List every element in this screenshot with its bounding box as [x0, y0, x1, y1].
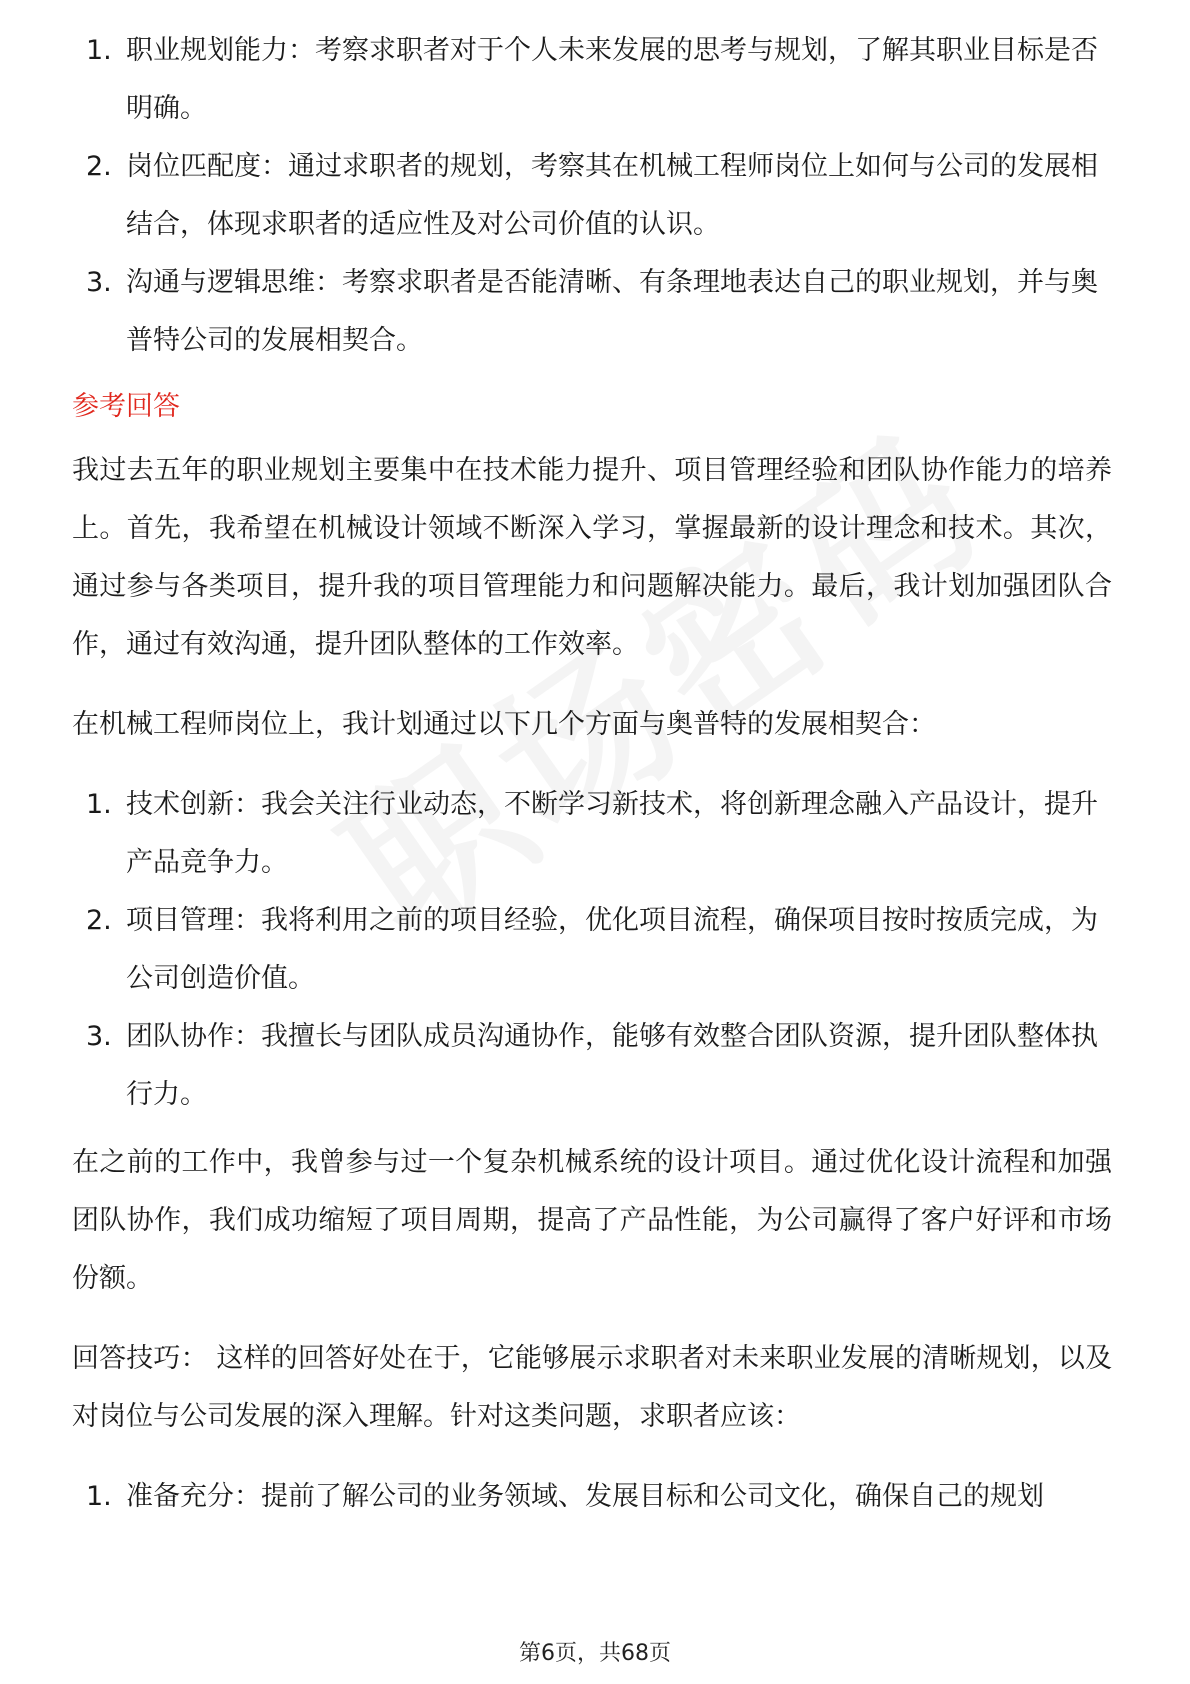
list-number: 1.: [86, 1481, 112, 1512]
list-item: [72, 1468, 1112, 1526]
list-text: 岗位匹配度：通过求职者的规划，考察其在机械工程师岗位上如何与公司的发展相结合，体现求职者的适应性及对公司价值的认识。: [126, 151, 1098, 240]
list-item: [72, 254, 1112, 370]
evaluation-list: [72, 22, 1112, 370]
list-text: 团队协作：我擅长与团队成员沟通协作，能够有效整合团队资源，提升团队整体执行力。: [126, 1021, 1098, 1110]
spacer: [72, 1124, 1112, 1134]
list-number: 2.: [86, 151, 112, 182]
paragraph: 回答技巧： 这样的回答好处在于，它能够展示求职者对未来职业发展的清晰规划，以及对岗位与公司发展的深入理解。针对这类问题，求职者应该：: [72, 1343, 1112, 1432]
plan-list: [72, 776, 1112, 1124]
spacer: [72, 766, 1112, 776]
list-number: 1.: [86, 789, 112, 820]
list-item: [72, 22, 1112, 138]
list-number: 2.: [86, 905, 112, 936]
list-text: 项目管理：我将利用之前的项目经验，优化项目流程，确保项目按时按质完成，为公司创造价值。: [126, 905, 1098, 994]
page-number: 第6页，共68页: [519, 1641, 671, 1666]
paragraph: 在之前的工作中，我曾参与过一个复杂机械系统的设计项目。通过优化设计流程和加强团队协作，我们成功缩短了项目周期，提高了产品性能，为公司赢得了客户好评和市场份额。: [72, 1147, 1112, 1294]
document-content: [72, 22, 1112, 1526]
list-number: 3.: [86, 1021, 112, 1052]
list-item: [72, 892, 1112, 1008]
spacer: [72, 686, 1112, 696]
list-number: 1.: [86, 35, 112, 66]
list-item: [72, 1008, 1112, 1124]
list-text: 技术创新：我会关注行业动态，不断学习新技术，将创新理念融入产品设计，提升产品竞争力。: [126, 789, 1098, 878]
spacer: [72, 1458, 1112, 1468]
section-title: 参考回答: [72, 391, 180, 422]
paragraph: 我过去五年的职业规划主要集中在技术能力提升、项目管理经验和团队协作能力的培养上。首先，我希望在机械设计领域不断深入学习，掌握最新的设计理念和技术。其次，通过参与各类项目，提升我的项目管理能力和问题解决能力。最后，我计划加强团队合作，通过有效沟通，提升团队整体的工作效率。: [72, 455, 1112, 660]
list-item: [72, 776, 1112, 892]
list-text: 职业规划能力：考察求职者对于个人未来发展的思考与规划，了解其职业目标是否明确。: [126, 35, 1098, 124]
list-number: 3.: [86, 267, 112, 298]
list-text: 准备充分：提前了解公司的业务领域、发展目标和公司文化，确保自己的规划: [126, 1481, 1044, 1512]
spacer: [72, 1320, 1112, 1330]
paragraph: 在机械工程师岗位上，我计划通过以下几个方面与奥普特的发展相契合：: [72, 709, 936, 740]
list-text: 沟通与逻辑思维：考察求职者是否能清晰、有条理地表达自己的职业规划，并与奥普特公司的发展相契合。: [126, 267, 1098, 356]
tips-list: [72, 1468, 1112, 1526]
list-item: [72, 138, 1112, 254]
